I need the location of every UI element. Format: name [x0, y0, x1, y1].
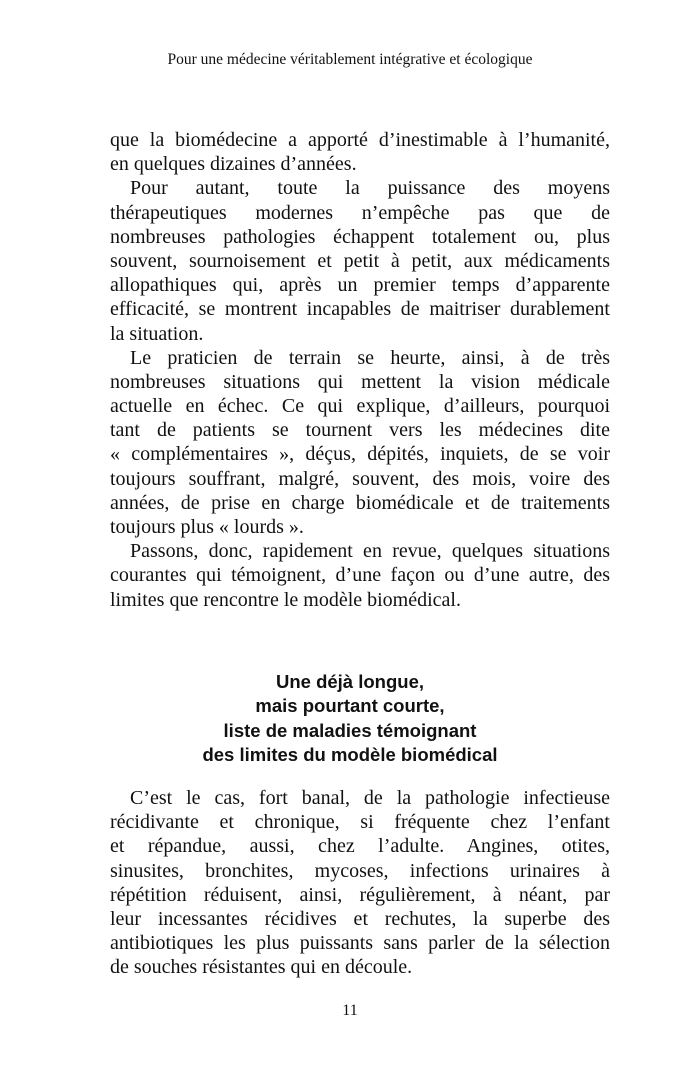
heading-line: des limites du modèle biomédical — [202, 743, 498, 765]
text-line: Le praticien de terrain se heurte, ainsi, à de très — [130, 346, 610, 369]
section-heading — [0, 670, 700, 767]
page-number: 11 — [342, 1002, 358, 1019]
text-line: Pour autant, toute la puissance des moyens — [130, 177, 610, 200]
text-line: que la biomédecine a apporté d’inestimable à l’humanité, — [110, 129, 610, 151]
text-line: la situation. — [110, 322, 204, 345]
text-line: « complémentaires », déçus, dépités, inquiets, de se voir — [110, 443, 610, 466]
text-line: efficacité, se montrent incapables de maitriser durablement — [110, 298, 610, 321]
text-line: toujours souffrant, malgré, souvent, des mois, voire des — [110, 467, 610, 490]
text-line: récidivante et chronique, si fréquente chez l’enfant — [110, 811, 610, 834]
text-line: toujours plus « lourds ». — [110, 516, 304, 538]
heading-line: liste de maladies témoignant — [223, 719, 477, 741]
text-line: limites que rencontre le modèle biomédical. — [110, 588, 461, 611]
text-line: souvent, sournoisement et petit à petit, aux médicaments — [110, 249, 610, 272]
text-line: leur incessantes récidives et rechutes, la superbe des — [110, 907, 610, 930]
text-line: répétition réduisent, ainsi, régulièrement, à néant, par — [110, 883, 610, 906]
text-line: nombreuses pathologies échappent totalement ou, plus — [110, 225, 610, 248]
text-line: C’est le cas, fort banal, de la pathologie infectieuse — [130, 787, 610, 809]
body-text-bottom — [110, 786, 610, 980]
text-line: allopathiques qui, après un premier temps d’apparente — [110, 274, 610, 297]
text-line: tant de patients se tournent vers les médecines dite — [110, 419, 610, 442]
text-line: actuelle en échec. Ce qui explique, d’ailleurs, pourquoi — [110, 395, 610, 418]
text-line: et répandue, aussi, chez l’adulte. Angines, otites, — [110, 835, 610, 858]
text-line: thérapeutiques modernes n’empêche pas que de — [110, 201, 610, 224]
text-line: antibiotiques les plus puissants sans parler de la sélection — [110, 932, 610, 955]
text-line: de souches résistantes qui en découle. — [110, 956, 413, 979]
text-line: années, de prise en charge biomédicale et de traitements — [110, 491, 610, 514]
running-head: Pour une médecine véritablement intégrative et écologique — [167, 51, 533, 68]
text-line: nombreuses situations qui mettent la vision médicale — [110, 370, 610, 393]
heading-line: mais pourtant courte, — [255, 695, 445, 717]
heading-line: Une déjà longue, — [275, 671, 425, 692]
text-line: en quelques dizaines d’années. — [110, 153, 357, 176]
body-text-top — [110, 128, 610, 612]
text-line: courantes qui témoignent, d’une façon ou d’une autre, des — [110, 564, 610, 587]
text-line: Passons, donc, rapidement en revue, quelques situations — [130, 540, 610, 563]
text-line: sinusites, bronchites, mycoses, infections urinaires à — [110, 859, 610, 882]
